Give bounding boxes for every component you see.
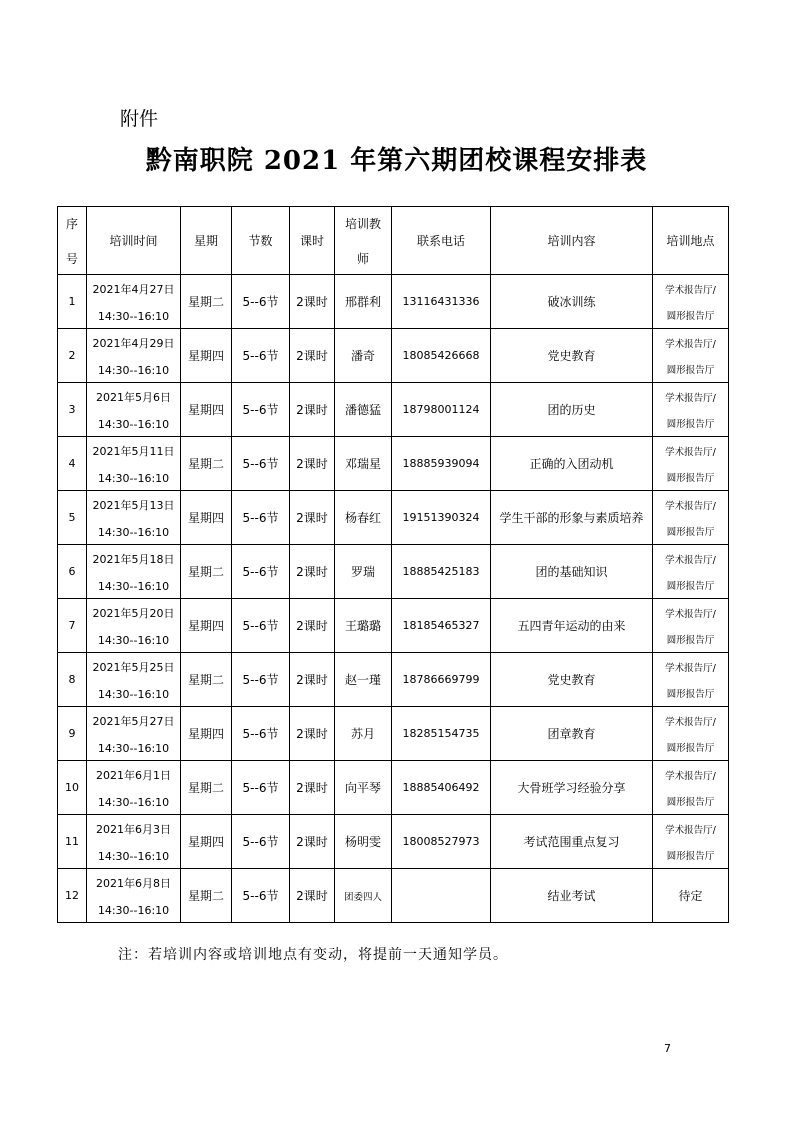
cell-location bbox=[653, 437, 729, 491]
cell-weekday: 星期四 bbox=[181, 491, 232, 545]
cell-teacher: 王璐璐 bbox=[335, 599, 392, 653]
cell-teacher: 苏月 bbox=[335, 707, 392, 761]
cell-weekday: 星期四 bbox=[181, 707, 232, 761]
cell-location bbox=[653, 653, 729, 707]
header-hours: 课时 bbox=[290, 207, 335, 275]
cell-hours: 2课时 bbox=[290, 653, 335, 707]
cell-location-line: 圆形报告厅 bbox=[666, 526, 715, 538]
cell-location-line: 学术报告厅/ bbox=[665, 284, 716, 296]
cell-teacher: 潘德猛 bbox=[335, 383, 392, 437]
cell-clock: 14:30--16:10 bbox=[97, 471, 170, 485]
attachment-label: 附件 bbox=[120, 108, 159, 130]
cell-content: 学生干部的形象与素质培养 bbox=[491, 491, 653, 545]
cell-content: 破冰训练 bbox=[491, 275, 653, 329]
table-row bbox=[58, 383, 729, 437]
cell-location-line: 圆形报告厅 bbox=[666, 310, 715, 322]
cell-date: 2021年5月18日 bbox=[92, 552, 175, 566]
cell-location-line: 学术报告厅/ bbox=[665, 770, 716, 782]
schedule-table bbox=[57, 206, 729, 923]
cell-phone: 18008527973 bbox=[392, 815, 491, 869]
cell-content: 结业考试 bbox=[491, 869, 653, 923]
cell-location bbox=[653, 275, 729, 329]
cell-time bbox=[87, 869, 181, 923]
cell-period: 5--6节 bbox=[232, 329, 290, 383]
cell-location-line: 圆形报告厅 bbox=[666, 688, 715, 700]
cell-clock: 14:30--16:10 bbox=[97, 903, 170, 917]
cell-location-line: 学术报告厅/ bbox=[665, 392, 716, 404]
table-header-row bbox=[58, 207, 729, 275]
cell-weekday: 星期二 bbox=[181, 761, 232, 815]
cell-content: 考试范围重点复习 bbox=[491, 815, 653, 869]
cell-phone: 18885406492 bbox=[392, 761, 491, 815]
cell-weekday: 星期二 bbox=[181, 437, 232, 491]
cell-location-line: 学术报告厅/ bbox=[665, 500, 716, 512]
cell-period: 5--6节 bbox=[232, 275, 290, 329]
cell-location bbox=[653, 761, 729, 815]
table-row bbox=[58, 329, 729, 383]
header-teacher-line2: 师 bbox=[356, 251, 369, 266]
cell-location bbox=[653, 491, 729, 545]
cell-content: 团的基础知识 bbox=[491, 545, 653, 599]
cell-content: 正确的入团动机 bbox=[491, 437, 653, 491]
cell-time bbox=[87, 545, 181, 599]
cell-hours: 2课时 bbox=[290, 761, 335, 815]
cell-time bbox=[87, 491, 181, 545]
cell-teacher: 杨春红 bbox=[335, 491, 392, 545]
cell-clock: 14:30--16:10 bbox=[97, 363, 170, 377]
table-row bbox=[58, 707, 729, 761]
table-row bbox=[58, 437, 729, 491]
cell-clock: 14:30--16:10 bbox=[97, 309, 170, 323]
cell-period: 5--6节 bbox=[232, 815, 290, 869]
cell-location-line: 学术报告厅/ bbox=[665, 446, 716, 458]
cell-phone: 18285154735 bbox=[392, 707, 491, 761]
cell-period: 5--6节 bbox=[232, 761, 290, 815]
cell-phone: 18885939094 bbox=[392, 437, 491, 491]
cell-no: 12 bbox=[58, 869, 87, 923]
cell-hours: 2课时 bbox=[290, 275, 335, 329]
cell-location bbox=[653, 545, 729, 599]
cell-content: 五四青年运动的由来 bbox=[491, 599, 653, 653]
header-weekday: 星期 bbox=[181, 207, 232, 275]
cell-date: 2021年5月27日 bbox=[92, 714, 175, 728]
cell-location-line: 圆形报告厅 bbox=[666, 796, 715, 808]
cell-date: 2021年4月29日 bbox=[92, 336, 175, 350]
cell-no: 2 bbox=[58, 329, 87, 383]
cell-phone bbox=[392, 869, 491, 923]
cell-period: 5--6节 bbox=[232, 437, 290, 491]
cell-clock: 14:30--16:10 bbox=[97, 795, 170, 809]
cell-location-line: 圆形报告厅 bbox=[666, 472, 715, 484]
cell-phone: 18798001124 bbox=[392, 383, 491, 437]
cell-weekday: 星期二 bbox=[181, 869, 232, 923]
cell-teacher: 罗瑞 bbox=[335, 545, 392, 599]
cell-location-line: 学术报告厅/ bbox=[665, 338, 716, 350]
cell-clock: 14:30--16:10 bbox=[97, 579, 170, 593]
header-no-line1: 序 bbox=[65, 216, 78, 231]
page-title: 黔南职院 2021 年第六期团校课程安排表 bbox=[145, 146, 648, 176]
cell-phone: 13116431336 bbox=[392, 275, 491, 329]
cell-time bbox=[87, 437, 181, 491]
cell-location-line: 学术报告厅/ bbox=[665, 554, 716, 566]
cell-clock: 14:30--16:10 bbox=[97, 849, 170, 863]
table-row bbox=[58, 653, 729, 707]
table-row bbox=[58, 599, 729, 653]
cell-hours: 2课时 bbox=[290, 329, 335, 383]
cell-content: 团的历史 bbox=[491, 383, 653, 437]
cell-weekday: 星期四 bbox=[181, 329, 232, 383]
cell-phone: 18185465327 bbox=[392, 599, 491, 653]
cell-no: 4 bbox=[58, 437, 87, 491]
cell-phone: 19151390324 bbox=[392, 491, 491, 545]
cell-period: 5--6节 bbox=[232, 707, 290, 761]
cell-location: 待定 bbox=[653, 869, 729, 923]
cell-location-line: 圆形报告厅 bbox=[666, 742, 715, 754]
cell-date: 2021年6月1日 bbox=[96, 768, 171, 782]
header-period: 节数 bbox=[232, 207, 290, 275]
cell-teacher: 赵一瑾 bbox=[335, 653, 392, 707]
footnote: 注：若培训内容或培训地点有变动，将提前一天通知学员。 bbox=[118, 947, 508, 963]
cell-weekday: 星期二 bbox=[181, 653, 232, 707]
cell-hours: 2课时 bbox=[290, 437, 335, 491]
cell-location bbox=[653, 815, 729, 869]
cell-clock: 14:30--16:10 bbox=[97, 741, 170, 755]
cell-location-line: 学术报告厅/ bbox=[665, 662, 716, 674]
cell-hours: 2课时 bbox=[290, 383, 335, 437]
cell-clock: 14:30--16:10 bbox=[97, 525, 170, 539]
cell-date: 2021年5月25日 bbox=[92, 660, 175, 674]
cell-no: 10 bbox=[58, 761, 87, 815]
header-no-line2: 号 bbox=[65, 251, 78, 266]
header-teacher-line1: 培训教 bbox=[344, 216, 381, 231]
cell-no: 8 bbox=[58, 653, 87, 707]
cell-hours: 2课时 bbox=[290, 869, 335, 923]
cell-location-line: 圆形报告厅 bbox=[666, 580, 715, 592]
header-teacher bbox=[335, 207, 392, 275]
cell-period: 5--6节 bbox=[232, 491, 290, 545]
cell-weekday: 星期四 bbox=[181, 815, 232, 869]
cell-date: 2021年6月8日 bbox=[96, 876, 171, 890]
cell-clock: 14:30--16:10 bbox=[97, 633, 170, 647]
cell-no: 1 bbox=[58, 275, 87, 329]
cell-no: 11 bbox=[58, 815, 87, 869]
cell-location bbox=[653, 599, 729, 653]
cell-location-line: 圆形报告厅 bbox=[666, 364, 715, 376]
cell-time bbox=[87, 383, 181, 437]
cell-time bbox=[87, 653, 181, 707]
cell-teacher: 邓瑞星 bbox=[335, 437, 392, 491]
cell-no: 9 bbox=[58, 707, 87, 761]
cell-location bbox=[653, 329, 729, 383]
cell-teacher: 杨明雯 bbox=[335, 815, 392, 869]
header-time: 培训时间 bbox=[87, 207, 181, 275]
cell-hours: 2课时 bbox=[290, 599, 335, 653]
header-phone: 联系电话 bbox=[392, 207, 491, 275]
cell-hours: 2课时 bbox=[290, 545, 335, 599]
cell-location-line: 学术报告厅/ bbox=[665, 824, 716, 836]
cell-time bbox=[87, 329, 181, 383]
cell-time bbox=[87, 275, 181, 329]
cell-date: 2021年5月20日 bbox=[92, 606, 175, 620]
cell-weekday: 星期二 bbox=[181, 545, 232, 599]
cell-teacher: 向平琴 bbox=[335, 761, 392, 815]
cell-location-line: 圆形报告厅 bbox=[666, 418, 715, 430]
cell-time bbox=[87, 761, 181, 815]
cell-phone: 18085426668 bbox=[392, 329, 491, 383]
page-number: 7 bbox=[664, 1042, 671, 1055]
cell-location bbox=[653, 383, 729, 437]
cell-hours: 2课时 bbox=[290, 491, 335, 545]
cell-content: 党史教育 bbox=[491, 653, 653, 707]
cell-time bbox=[87, 707, 181, 761]
cell-location-line: 学术报告厅/ bbox=[665, 608, 716, 620]
header-content: 培训内容 bbox=[491, 207, 653, 275]
cell-phone: 18786669799 bbox=[392, 653, 491, 707]
cell-time bbox=[87, 599, 181, 653]
cell-date: 2021年5月13日 bbox=[92, 498, 175, 512]
table-row bbox=[58, 545, 729, 599]
cell-no: 7 bbox=[58, 599, 87, 653]
cell-teacher: 潘奇 bbox=[335, 329, 392, 383]
header-location: 培训地点 bbox=[653, 207, 729, 275]
cell-no: 6 bbox=[58, 545, 87, 599]
cell-period: 5--6节 bbox=[232, 599, 290, 653]
table-row bbox=[58, 869, 729, 923]
cell-date: 2021年5月6日 bbox=[96, 390, 171, 404]
cell-location-line: 学术报告厅/ bbox=[665, 716, 716, 728]
cell-hours: 2课时 bbox=[290, 815, 335, 869]
cell-location-line: 圆形报告厅 bbox=[666, 850, 715, 862]
cell-location-line: 圆形报告厅 bbox=[666, 634, 715, 646]
header-no bbox=[58, 207, 87, 275]
cell-content: 团章教育 bbox=[491, 707, 653, 761]
cell-content: 党史教育 bbox=[491, 329, 653, 383]
cell-clock: 14:30--16:10 bbox=[97, 687, 170, 701]
table-row bbox=[58, 761, 729, 815]
table-row bbox=[58, 815, 729, 869]
cell-phone: 18885425183 bbox=[392, 545, 491, 599]
cell-date: 2021年5月11日 bbox=[92, 444, 175, 458]
cell-weekday: 星期二 bbox=[181, 275, 232, 329]
cell-weekday: 星期四 bbox=[181, 599, 232, 653]
cell-date: 2021年4月27日 bbox=[92, 282, 175, 296]
cell-hours: 2课时 bbox=[290, 707, 335, 761]
cell-location bbox=[653, 707, 729, 761]
cell-time bbox=[87, 815, 181, 869]
cell-period: 5--6节 bbox=[232, 653, 290, 707]
cell-period: 5--6节 bbox=[232, 869, 290, 923]
table-row bbox=[58, 491, 729, 545]
cell-period: 5--6节 bbox=[232, 383, 290, 437]
cell-content: 大骨班学习经验分享 bbox=[491, 761, 653, 815]
cell-no: 5 bbox=[58, 491, 87, 545]
cell-teacher: 邢群利 bbox=[335, 275, 392, 329]
cell-no: 3 bbox=[58, 383, 87, 437]
cell-teacher: 团委四人 bbox=[335, 869, 392, 923]
cell-date: 2021年6月3日 bbox=[96, 822, 171, 836]
cell-weekday: 星期四 bbox=[181, 383, 232, 437]
cell-clock: 14:30--16:10 bbox=[97, 417, 170, 431]
cell-period: 5--6节 bbox=[232, 545, 290, 599]
table-row bbox=[58, 275, 729, 329]
